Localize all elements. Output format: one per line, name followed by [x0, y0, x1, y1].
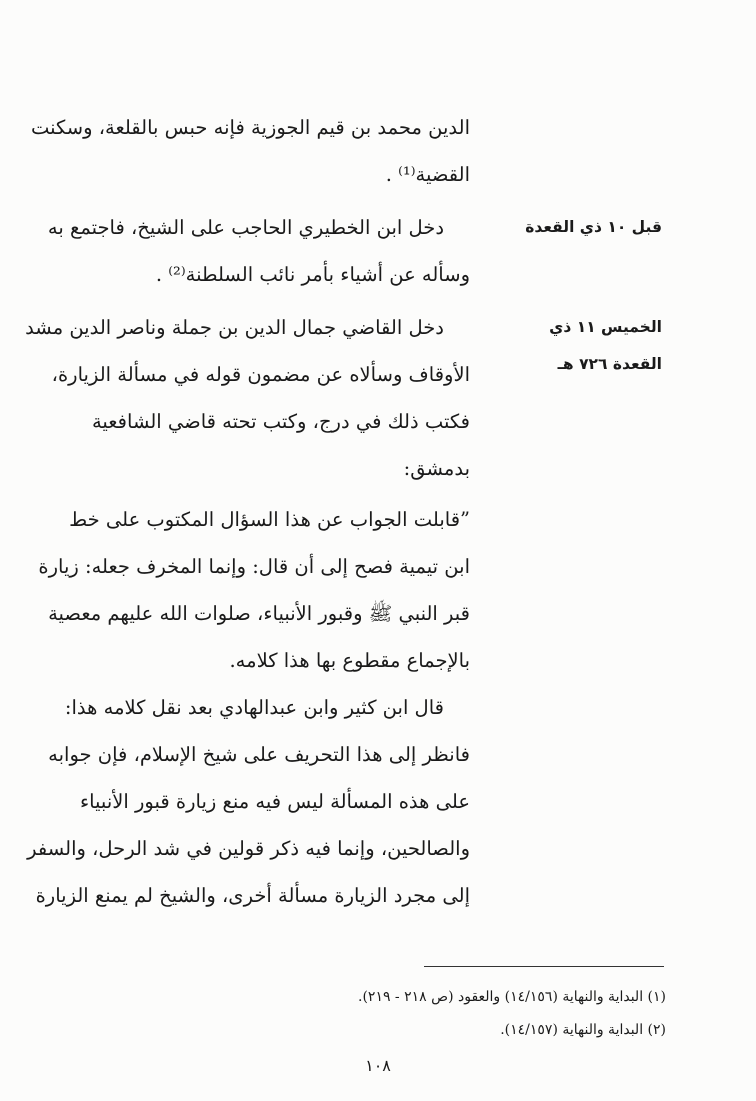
paragraph-continuation: [0, 104, 470, 198]
text-line: على هذه المسألة ليس فيه منع زيارة قبور الأنبياء: [79, 790, 470, 813]
text-line: دخل ابن الخطيري الحاجب على الشيخ، فاجتمع به: [47, 216, 444, 239]
paragraph-entry: [0, 204, 470, 298]
text-line: قبر النبي ﷺ وقبور الأنبياء، صلوات الله عليهم معصية: [48, 602, 470, 625]
text-line: قال ابن كثير وابن عبدالهادي بعد نقل كلامه هذا:: [64, 696, 444, 719]
entry-date: [512, 309, 662, 383]
text-line: ابن تيمية فصح إلى أن قال: وإنما المخرف جعله: زيارة: [38, 555, 470, 578]
text-line: والصالحين، وإنما فيه ذكر قولين في شد الرحل، والسفر: [27, 837, 470, 860]
paragraph-quotation: [0, 496, 470, 684]
text-line: دخل القاضي جمال الدين بن جملة وناصر الدين مشد: [25, 316, 444, 339]
date-line: الخميس ١١ ذي: [549, 318, 662, 336]
text-line: بدمشق:: [403, 457, 470, 480]
page-number: ١٠٨: [365, 1056, 391, 1075]
paragraph-entry: [0, 304, 470, 492]
text-line: الأوقاف وسألاه عن مضمون قوله في مسألة الزيارة،: [51, 363, 470, 386]
text-line: فكتب ذلك في درج، وكتب تحته قاضي الشافعية: [91, 410, 470, 433]
text-line: وسأله عن أشياء بأمر نائب السلطنة⁽²⁾ .: [155, 263, 470, 286]
date-line: القعدة ٧٢٦ هـ: [557, 355, 662, 373]
entry-date: [512, 209, 662, 246]
footnote: (٢) البداية والنهاية (١٤/١٥٧).: [500, 1022, 666, 1038]
text-line: الدين محمد بن قيم الجوزية فإنه حبس بالقلعة، وسكنت: [30, 116, 470, 139]
footnote: (١) البداية والنهاية (١٤/١٥٦) والعقود (ص ٢١٨ - ٢١٩).: [358, 989, 666, 1005]
text-line: بالإجماع مقطوع بها هذا كلامه.: [229, 649, 470, 672]
text-line: فانظر إلى هذا التحريف على شيخ الإسلام، فإن جوابه: [48, 743, 470, 766]
paragraph-commentary: [0, 684, 470, 919]
footnote-divider: [424, 966, 664, 967]
text-line: القضية⁽¹⁾ .: [385, 163, 470, 186]
text-line: ”قابلت الجواب عن هذا السؤال المكتوب على خط: [69, 508, 470, 531]
text-line: إلى مجرد الزيارة مسألة أخرى، والشيخ لم يمنع الزيارة: [35, 884, 470, 907]
date-line: قبل ١٠ ذي القعدة: [525, 218, 662, 236]
